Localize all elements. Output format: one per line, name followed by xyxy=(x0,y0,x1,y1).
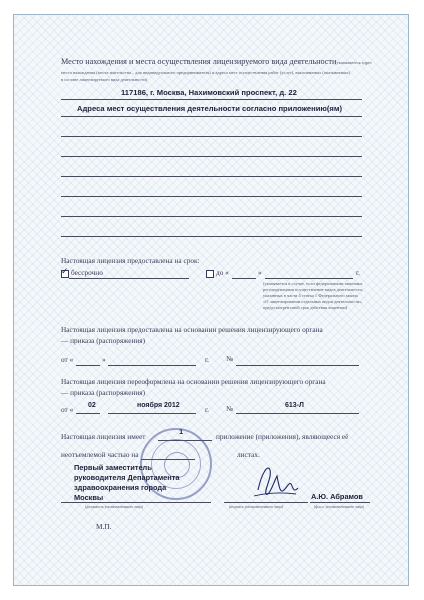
blank-line-1 xyxy=(61,136,362,137)
term-label: Настоящая лицензия предоставлена на срок: xyxy=(61,256,200,265)
signature-caption: (подпись уполномоченного лица) xyxy=(229,505,283,509)
blank-line-3 xyxy=(61,176,362,177)
until-year-suffix: г. xyxy=(356,268,360,277)
signatory-line-3: здравоохранения города xyxy=(74,483,167,492)
basis-number-sign: № xyxy=(226,354,233,363)
reissue-from-prefix: от « xyxy=(61,405,74,414)
stamp-place: М.П. xyxy=(96,522,112,531)
signatory-line-4: Москвы xyxy=(74,493,104,502)
blank-line-4 xyxy=(61,196,362,197)
position-caption: (должность уполномоченного лица) xyxy=(85,505,144,509)
addresses-note: Адреса мест осуществления деятельности согласно приложению(ям) xyxy=(77,104,342,113)
address-underline-2 xyxy=(61,116,362,117)
term-note-1: (указывается в случае, если федеральными законами, xyxy=(263,281,363,286)
signatory-name: А.Ю. Абрамов xyxy=(311,492,363,501)
indefinite-underline xyxy=(69,278,189,279)
reissue-year-suffix: г. xyxy=(205,405,209,414)
checkmark-icon: ✓ xyxy=(61,266,69,276)
basis-year-suffix: г. xyxy=(205,355,209,364)
address-underline xyxy=(61,99,362,100)
indefinite-label: бессрочно xyxy=(71,268,103,277)
basis-from-prefix: от « xyxy=(61,355,74,364)
term-note-2: регулирующими осуществление видов деятельности, xyxy=(263,287,363,292)
until-mid: » xyxy=(258,268,262,277)
attachments-line2-suffix: листах. xyxy=(237,450,260,459)
attachments-prefix: Настоящая лицензия имеет xyxy=(61,432,146,441)
term-note-3: указанных в части 4 статьи 1 Федерального закона xyxy=(263,293,358,298)
reissue-day-line xyxy=(76,413,100,414)
indefinite-checkbox xyxy=(61,266,69,278)
until-prefix: до « xyxy=(216,268,229,277)
reissue-number-line xyxy=(236,413,359,414)
signature-line xyxy=(224,502,308,503)
reissue-number: 613-Л xyxy=(285,402,304,409)
reissue-day: 02 xyxy=(88,402,96,409)
position-line xyxy=(61,502,211,503)
basis-from-mid: » xyxy=(102,355,106,364)
reissue-number-sign: № xyxy=(226,404,233,413)
blank-line-6 xyxy=(61,236,362,237)
term-note-4: «О лицензировании отдельных видов деятельности», xyxy=(263,299,363,304)
reissue-line-2: — приказа (распоряжения) xyxy=(61,388,146,397)
activity-place-note-1: (указываются адрес xyxy=(335,60,372,65)
reissue-line-1: Настоящая лицензия переоформлена на основании решения лицензирующего органа xyxy=(61,377,326,386)
name-line xyxy=(310,502,370,503)
basis-day-line xyxy=(76,365,100,366)
signatory-line-2: руководителя Департамента xyxy=(74,473,180,482)
term-note-5: предусмотрен иной срок действия лицензии) xyxy=(263,305,348,310)
attachments-line2-prefix: неотъемлемой частью на xyxy=(61,450,139,459)
until-checkbox xyxy=(206,270,214,278)
attachments-suffix: приложение (приложения), являющееся её xyxy=(216,432,349,441)
reissue-month: ноября 2012 xyxy=(137,402,180,409)
basis-month-line xyxy=(108,365,196,366)
basis-line-2: — приказа (распоряжения) xyxy=(61,336,146,345)
signatory-line-1: Первый заместитель xyxy=(74,463,152,472)
address-value: 117186, г. Москва, Нахимовский проспект, д. 22 xyxy=(121,88,297,97)
basis-line-1: Настоящая лицензия предоставлена на основании решения лицензирующего органа xyxy=(61,325,323,334)
activity-place-note-2: места нахождения (места жительства – для индивидуального предпринимателя) и адреса мест осуществления работ (услуг), выполняемых (оказываемых) xyxy=(61,70,351,75)
reissue-month-line xyxy=(108,413,196,414)
until-day-line xyxy=(232,278,256,279)
activity-place-label: Место нахождения и места осуществления лицензируемого вида деятельности xyxy=(61,57,337,66)
name-caption: (ф.и.о. уполномоченного лица) xyxy=(314,505,364,509)
blank-line-2 xyxy=(61,156,362,157)
blank-line-5 xyxy=(61,216,362,217)
until-month-line xyxy=(265,278,353,279)
attachments-count: 1 xyxy=(179,427,184,436)
basis-number-line xyxy=(236,365,359,366)
handwritten-signature xyxy=(250,460,300,504)
activity-place-note-3: в составе лицензируемого вида деятельности) xyxy=(61,77,148,82)
